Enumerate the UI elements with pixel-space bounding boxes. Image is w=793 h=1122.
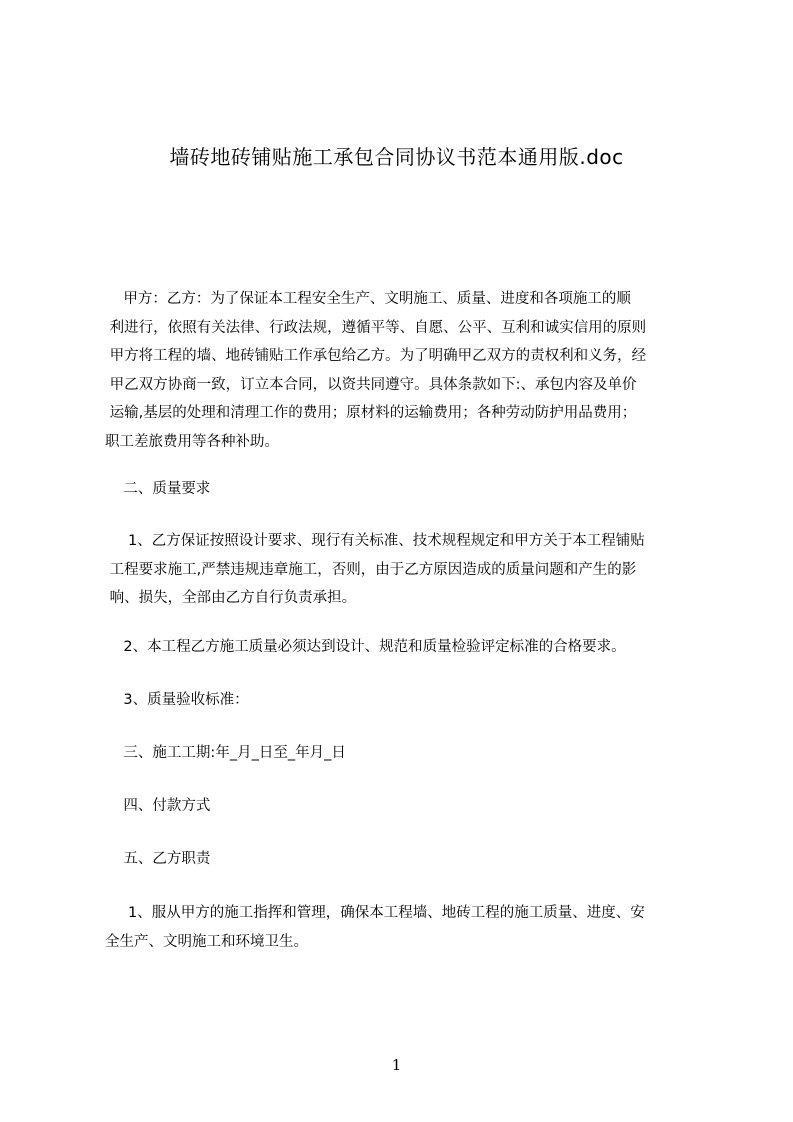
paragraph-quality-1 (105, 527, 705, 613)
text-line: 1、乙方保证按照设计要求、现行有关标准、技术规程规定和甲方关于本工程铺贴 (105, 533, 645, 549)
document-title: 墙砖地砖铺贴施工承包合同协议书范本通用版.doc (169, 145, 624, 169)
section-heading-quality (105, 475, 705, 504)
text-line: 运输,基层的处理和清理工作的费用；原材料的运输费用；各种劳动防护用品费用； (105, 405, 637, 421)
text-line: 四、付款方式 (105, 798, 211, 814)
text-line: 甲方：乙方：为了保证本工程安全生产、文明施工、质量、进度和各项施工的顺 (105, 291, 631, 307)
text-line: 三、施工工期:年_月_日至_年月_日 (105, 745, 346, 761)
text-line: 甲乙双方协商一致，订立本合同，以资共同遵守。具体条款如下:、承包内容及单价 (105, 376, 637, 393)
page-number: 1 (391, 1056, 402, 1074)
section-heading-party-b-duties (105, 845, 705, 874)
paragraph-duties-1 (105, 899, 705, 956)
text-line: 工程要求施工,严禁违规违章施工，否则，由于乙方原因造成的质量问题和产生的影 (105, 561, 637, 578)
text-line: 1、服从甲方的施工指挥和管理，确保本工程墙、地砖工程的施工质量、进度、安 (105, 905, 645, 921)
text-line: 全生产、文明施工和环境卫生。 (105, 933, 308, 950)
text-line: 3、质量验收标准： (105, 692, 249, 708)
paragraph-intro (105, 285, 705, 456)
text-line: 甲方将工程的墙、地砖铺贴工作承包给乙方。为了明确甲乙双方的责权利和义务，经 (105, 348, 647, 364)
paragraph-quality-3 (105, 686, 705, 715)
text-line: 二、质量要求 (105, 481, 211, 497)
section-heading-payment (105, 792, 705, 821)
paragraph-quality-2 (105, 633, 705, 662)
text-line: 职工差旅费用等各种补助。 (105, 433, 279, 450)
text-line: 响、损失，全部由乙方自行负责承担。 (105, 590, 357, 606)
section-heading-schedule (105, 739, 705, 768)
text-line: 五、乙方职责 (105, 851, 211, 867)
text-line: 2、本工程乙方施工质量必须达到设计、规范和质量检验评定标准的合格要求。 (105, 639, 626, 655)
text-line: 利进行，依照有关法律、行政法规，遵循平等、自愿、公平、互利和诚实信用的原则 (105, 319, 647, 336)
